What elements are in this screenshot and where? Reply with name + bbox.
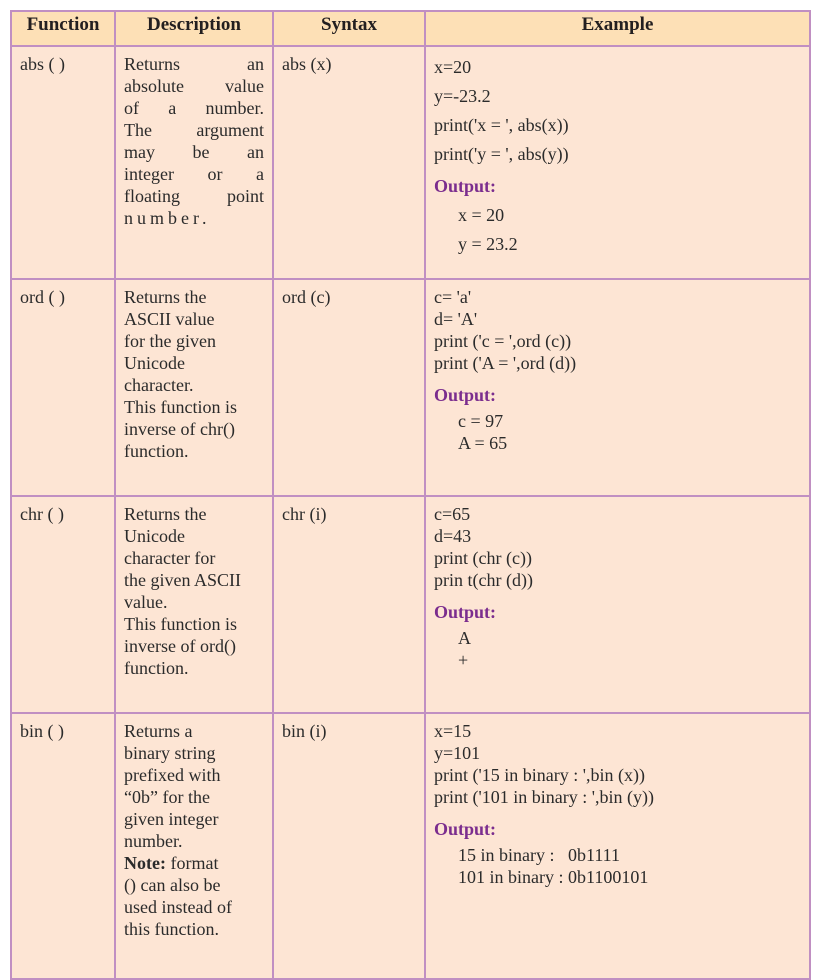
example-cell [425,713,810,979]
note-line: () can also be [124,875,221,895]
code-line: d=43 [434,526,472,546]
table-row-chr [11,496,810,713]
note-line: this function. [124,919,219,939]
example-cell [425,279,810,496]
description-line: value. [124,592,168,612]
description-line: for the given [124,331,216,351]
description-line: “0b” for the [124,787,210,807]
table-header-row [11,11,810,46]
code-line: print ('15 in binary : ',bin (x)) [434,765,645,785]
syntax-cell: bin (i) [273,713,425,979]
code-line: c= 'a' [434,287,472,307]
description-line: Returns an [124,54,264,74]
description-cell [115,496,273,713]
description-line: may be an [124,142,264,162]
description-line: given integer [124,809,219,829]
description-line: Returns a [124,721,193,741]
code-line: print('y = ', abs(y)) [434,144,569,164]
description-line: integer or a [124,164,264,184]
python-builtin-functions-table [10,10,811,980]
description-line: of a number. [124,98,264,118]
code-line: d= 'A' [434,309,478,329]
description-line: Unicode [124,526,185,546]
code-line: x=20 [434,57,472,77]
output-line: A = 65 [458,433,508,453]
description-cell [115,713,273,979]
syntax-cell: abs (x) [273,46,425,279]
description-line: The argument [124,120,264,140]
note-text: format [165,853,219,873]
header-example: Example [425,11,810,46]
description-line: binary string [124,743,216,763]
output-label: Output: [434,385,497,405]
output-label: Output: [434,602,497,622]
example-cell [425,496,810,713]
table-row-bin [11,713,810,979]
description-line: Returns the [124,287,207,307]
description-line: inverse of ord() [124,636,236,656]
description-line: absolute value [124,76,264,96]
note-line: used instead of [124,897,232,917]
description-line: ASCII value [124,309,215,329]
code-line: print ('A = ',ord (d)) [434,353,577,373]
header-syntax: Syntax [273,11,425,46]
table-row-ord [11,279,810,496]
description-cell [115,46,273,279]
function-name-cell: chr ( ) [11,496,115,713]
code-line: print('x = ', abs(x)) [434,115,569,135]
output-line: x = 20 [458,205,505,225]
description-line: This function is [124,397,237,417]
description-line: inverse of chr() [124,419,235,439]
description-line: number. [124,831,183,851]
output-label: Output: [434,819,497,839]
output-line: c = 97 [458,411,504,431]
code-line: c=65 [434,504,471,524]
description-line: This function is [124,614,237,634]
output-label: Output: [434,176,497,196]
description-cell [115,279,273,496]
description-line: function. [124,441,189,461]
syntax-cell: ord (c) [273,279,425,496]
function-name-cell: bin ( ) [11,713,115,979]
header-description: Description [115,11,273,46]
description-line: Returns the [124,504,207,524]
description-line: prefixed with [124,765,221,785]
header-function: Function [11,11,115,46]
description-line: number. [124,208,211,228]
description-line: the given ASCII [124,570,241,590]
function-name-cell: abs ( ) [11,46,115,279]
description-line: character. [124,375,194,395]
code-line: print (chr (c)) [434,548,532,568]
output-line: y = 23.2 [458,234,518,254]
description-line: floating point [124,186,264,206]
description-line: character for [124,548,216,568]
function-name-cell: ord ( ) [11,279,115,496]
table-row-abs [11,46,810,279]
code-line: prin t(chr (d)) [434,570,533,590]
output-line: A [458,628,471,648]
code-line: y=-23.2 [434,86,491,106]
description-line: Unicode [124,353,185,373]
code-line: print ('101 in binary : ',bin (y)) [434,787,654,807]
output-line: + [458,650,469,670]
note-label: Note: [124,853,166,873]
code-line: print ('c = ',ord (c)) [434,331,572,351]
output-line: 15 in binary : 0b1111 [458,845,620,865]
code-line: y=101 [434,743,481,763]
description-line: function. [124,658,189,678]
example-cell [425,46,810,279]
note-line [124,852,264,874]
code-line: x=15 [434,721,472,741]
syntax-cell: chr (i) [273,496,425,713]
output-line: 101 in binary : 0b1100101 [458,867,649,887]
